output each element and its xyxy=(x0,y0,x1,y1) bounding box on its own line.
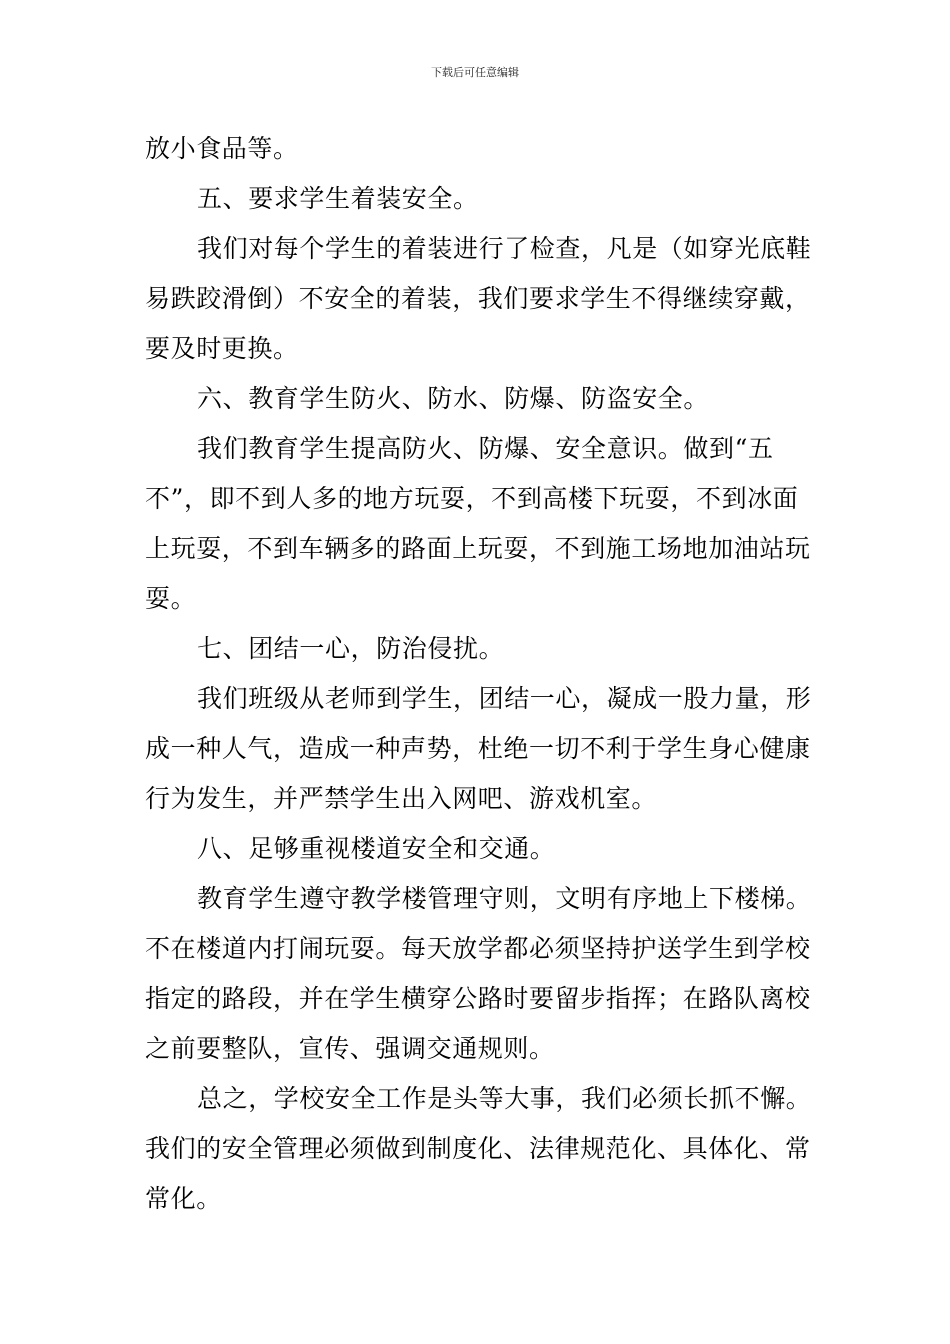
paragraph: 我们教育学生提高防火、防爆、安全意识。做到“五不”，即不到人多的地方玩耍，不到高楼下玩耍，不到冰面上玩耍，不到车辆多的路面上玩耍，不到施工场地加油站玩耍。 xyxy=(145,434,811,613)
section-heading: 六、教育学生防火、防水、防爆、防盗安全。 xyxy=(197,384,710,413)
paragraph: 总之，学校安全工作是头等大事，我们必须长抓不懈。我们的安全管理必须做到制度化、法律规范化、具体化、常常化。 xyxy=(145,1084,812,1213)
paragraph: 我们班级从老师到学生，团结一心，凝成一股力量，形成一种人气，造成一种声势，杜绝一切不利于学生身心健康行为发生，并严禁学生出入网吧、游戏机室。 xyxy=(145,684,812,813)
section-heading: 五、要求学生着装安全。 xyxy=(197,184,479,213)
section-heading: 七、团结一心，防治侵扰。 xyxy=(197,634,505,663)
paragraph: 教育学生遵守教学楼管理守则，文明有序地上下楼梯。不在楼道内打闹玩耍。每天放学都必须坚持护送学生到学校指定的路段，并在学生横穿公路时要留步指挥；在路队离校之前要整队，宣传、强调交通规则。 xyxy=(145,884,812,1063)
paragraph: 我们对每个学生的着装进行了检查，凡是（如穿光底鞋易跌跤滑倒）不安全的着装，我们要求学生不得继续穿戴，要及时更换。 xyxy=(145,234,812,363)
page-header: 下载后可任意编辑 xyxy=(431,66,519,79)
document-body xyxy=(145,124,820,1224)
paragraph: 放小食品等。 xyxy=(145,134,299,163)
section-heading: 八、足够重视楼道安全和交通。 xyxy=(197,834,556,863)
